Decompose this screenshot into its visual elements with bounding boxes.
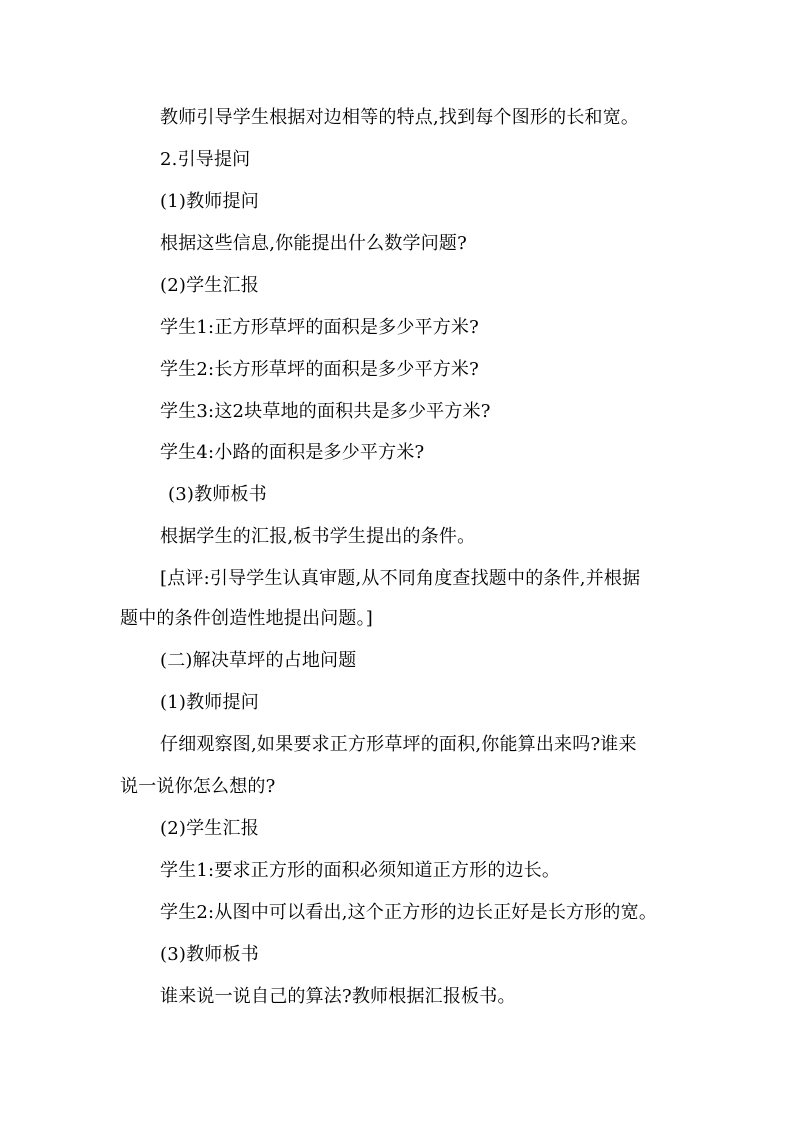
- paragraph-line: 仔细观察图,如果要求正方形草坪的面积,你能算出来吗?谁来: [160, 734, 637, 755]
- subheading: (2)学生汇报: [160, 275, 259, 296]
- student-response: 学生1:正方形草坪的面积是多少平方米?: [160, 317, 479, 338]
- subheading: (3)教师板书: [168, 484, 267, 505]
- subheading: (1)教师提问: [160, 191, 259, 212]
- paragraph-line: 谁来说一说自己的算法?教师根据汇报板书。: [160, 986, 516, 1007]
- student-response: 学生2:长方形草坪的面积是多少平方米?: [160, 359, 479, 380]
- paragraph-line: 根据这些信息,你能提出什么数学问题?: [160, 233, 467, 254]
- student-response: 学生1:要求正方形的面积必须知道正方形的边长。: [160, 860, 561, 881]
- section-heading: 2.引导提问: [160, 149, 251, 170]
- student-response: 学生3:这2块草地的面积共是多少平方米?: [160, 401, 491, 422]
- paragraph-line: 教师引导学生根据对边相等的特点,找到每个图形的长和宽。: [160, 107, 640, 128]
- paragraph-line-continuation: 说一说你怎么想的?: [120, 776, 276, 797]
- section-heading: (二)解决草坪的占地问题: [160, 650, 357, 671]
- subheading: (2)学生汇报: [160, 818, 259, 839]
- student-response: 学生4:小路的面积是多少平方米?: [160, 442, 425, 463]
- paragraph-line: 根据学生的汇报,板书学生提出的条件。: [160, 526, 476, 547]
- student-response: 学生2:从图中可以看出,这个正方形的边长正好是长方形的宽。: [160, 902, 658, 923]
- subheading: (3)教师板书: [160, 944, 259, 965]
- comment-line: [点评:引导学生认真审题,从不同角度查找题中的条件,并根据: [160, 568, 641, 589]
- comment-line-continuation: 题中的条件创造性地提出问题。]: [120, 608, 374, 629]
- subheading: (1)教师提问: [160, 692, 259, 713]
